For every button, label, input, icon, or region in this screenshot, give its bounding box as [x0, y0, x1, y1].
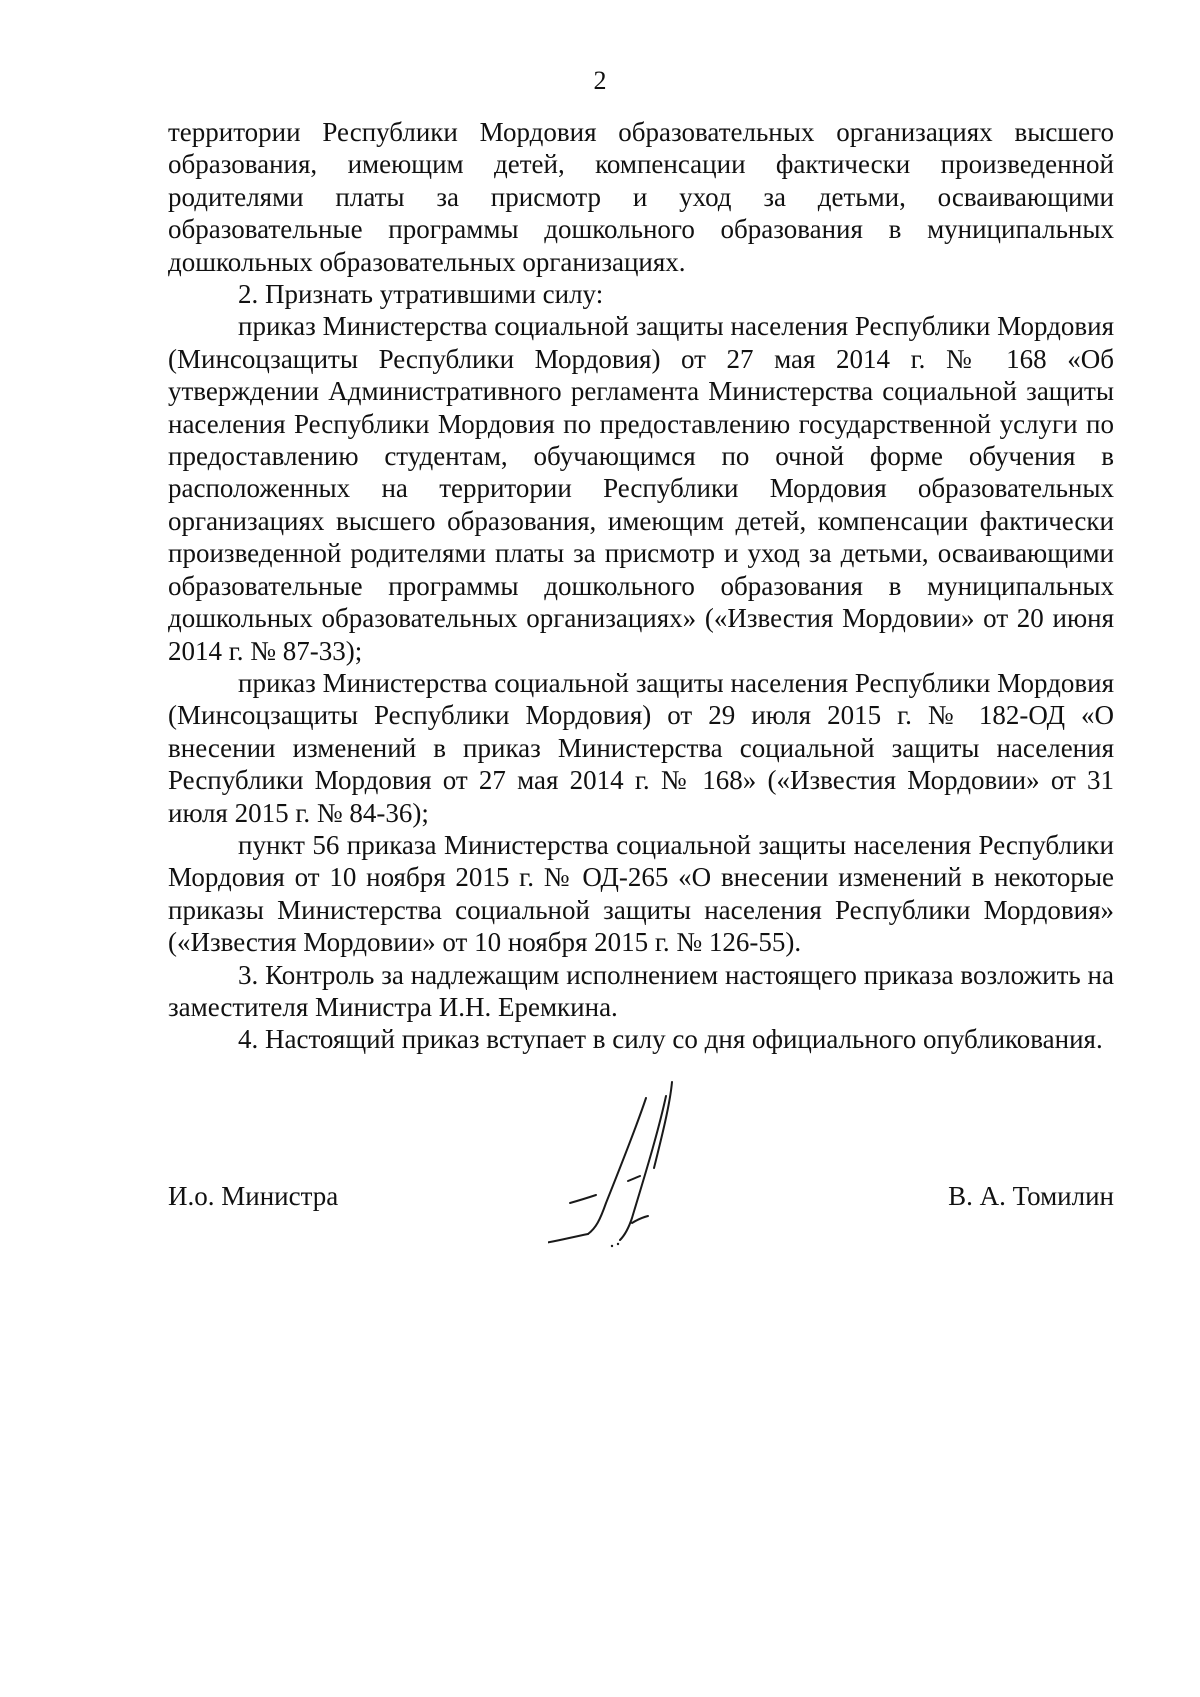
signatory-name: В. А. Томилин [948, 1181, 1114, 1211]
paragraph-repealed-clause-56: пункт 56 приказа Министерства социальной защиты населения Республики Мордовия от 10 ноября 2015 г. № ОД-265 «О внесении изменений в некоторые приказы Министерства социальной защиты населения Республики Мордовия» («Известия Мордовии» от 10 ноября 2015 г. № 126-55). [168, 829, 1114, 958]
paragraph-item-4: 4. Настоящий приказ вступает в силу со дня официального опубликования. [238, 1024, 1103, 1055]
page-number: 2 [593, 66, 607, 95]
handwritten-signature [548, 1078, 768, 1278]
paragraph-continuation: территории Республики Мордовия образовательных организациях высшего образования, имеющим детей, компенсации фактически произведенной родителями платы за присмотр и уход за детьми, осваивающими образовательные программы дошкольного образования в муниципальных дошкольных образовательных организациях. [168, 117, 1114, 277]
paragraph-repealed-order-182: приказ Министерства социальной защиты населения Республики Мордовия (Минсоцзащиты Республики Мордовия) от 29 июля 2015 г. № 182-ОД «О внесении изменений в приказ Министерства социальной защиты населения Республики Мордовия от 27 мая 2014 г. № 168» («Известия Мордовии» от 31 июля 2015 г. № 84-36); [168, 667, 1114, 828]
document-body [168, 116, 1114, 1056]
paragraph-repealed-order-168: приказ Министерства социальной защиты населения Республики Мордовия (Минсоцзащиты Республики Мордовия) от 27 мая 2014 г. № 168 «Об утверждении Административного регламента Министерства социальной защиты населения Республики Мордовия по предоставлению государственной услуги по предоставлению студентам, обучающимся по очной форме обучения в расположенных на территории Республики Мордовия образовательных организациях высшего образования, имеющим детей, компенсации фактически произведенной родителями платы за присмотр и уход за детьми, осваивающими образовательные программы дошкольного образования в муниципальных дошкольных образовательных организациях» («Известия Мордовии» от 20 июня 2014 г. № 87-33); [168, 311, 1114, 666]
signatory-title: И.о. Министра [168, 1181, 339, 1211]
paragraph-item-2: 2. Признать утратившими силу: [238, 279, 604, 310]
signature-block [168, 1180, 1114, 1220]
paragraph-item-3: 3. Контроль за надлежащим исполнением настоящего приказа возложить на заместителя Министра И.Н. Еремкина. [168, 959, 1114, 1022]
